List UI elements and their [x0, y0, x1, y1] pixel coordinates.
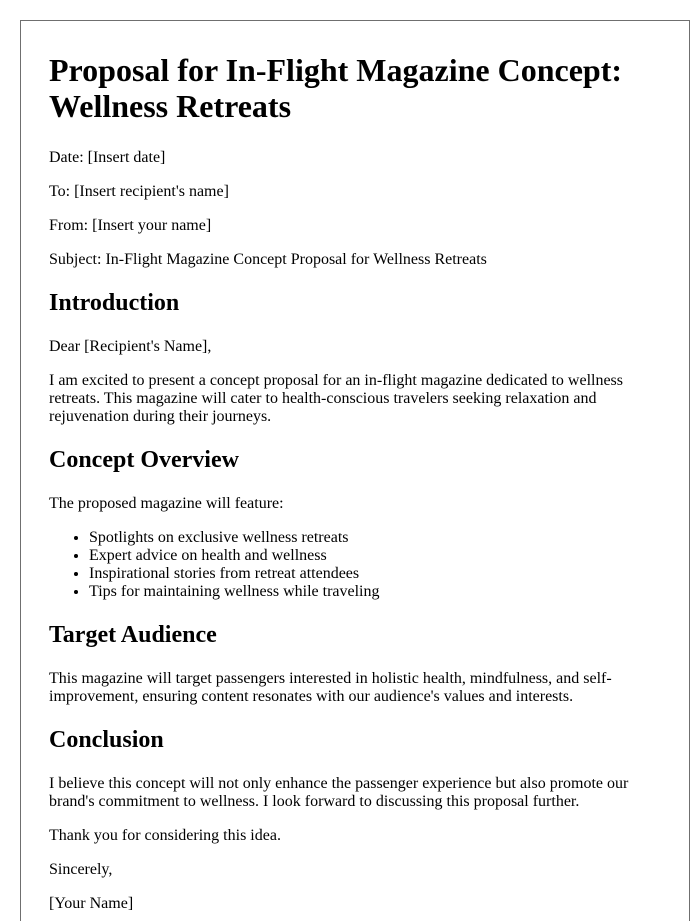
document-title: Proposal for In-Flight Magazine Concept: Wellness Retreats	[49, 52, 622, 124]
subject-line: Subject: In-Flight Magazine Concept Proposal for Wellness Retreats	[49, 251, 487, 268]
feature-item: • Expert advice on health and wellness	[89, 547, 661, 565]
concept-lead: The proposed magazine will feature:	[49, 495, 284, 512]
target-audience-heading: Target Audience	[49, 622, 217, 648]
proposal-letter	[20, 20, 690, 921]
date-line: Date: [Insert date]	[49, 149, 166, 166]
target-audience-paragraph: This magazine will target passengers interested in holistic health, mindfulness, and self-improvement, ensuring content resonates with our audience's values and interests.	[49, 670, 612, 705]
feature-item: • Tips for maintaining wellness while traveling	[89, 583, 661, 601]
concept-overview-heading: Concept Overview	[49, 447, 239, 473]
conclusion-heading: Conclusion	[49, 727, 164, 753]
signature-line: [Your Name]	[49, 895, 134, 912]
introduction-heading: Introduction	[49, 290, 180, 316]
feature-list	[49, 529, 661, 601]
conclusion-paragraph: I believe this concept will not only enhance the passenger experience but also promote our brand's commitment to wellness. I look forward to discussing this proposal further.	[49, 775, 629, 810]
salutation: Dear [Recipient's Name],	[49, 338, 212, 355]
feature-item: • Inspirational stories from retreat attendees	[89, 565, 661, 583]
introduction-paragraph: I am excited to present a concept proposal for an in-flight magazine dedicated to wellness retreats. This magazine will cater to health-conscious travelers seeking relaxation and rejuvenation during their journeys.	[49, 372, 624, 425]
thanks-line: Thank you for considering this idea.	[49, 827, 281, 844]
to-line: To: [Insert recipient's name]	[49, 183, 229, 200]
from-line: From: [Insert your name]	[49, 217, 212, 234]
feature-item: • Spotlights on exclusive wellness retreats	[89, 529, 661, 547]
closing-line: Sincerely,	[49, 861, 113, 878]
